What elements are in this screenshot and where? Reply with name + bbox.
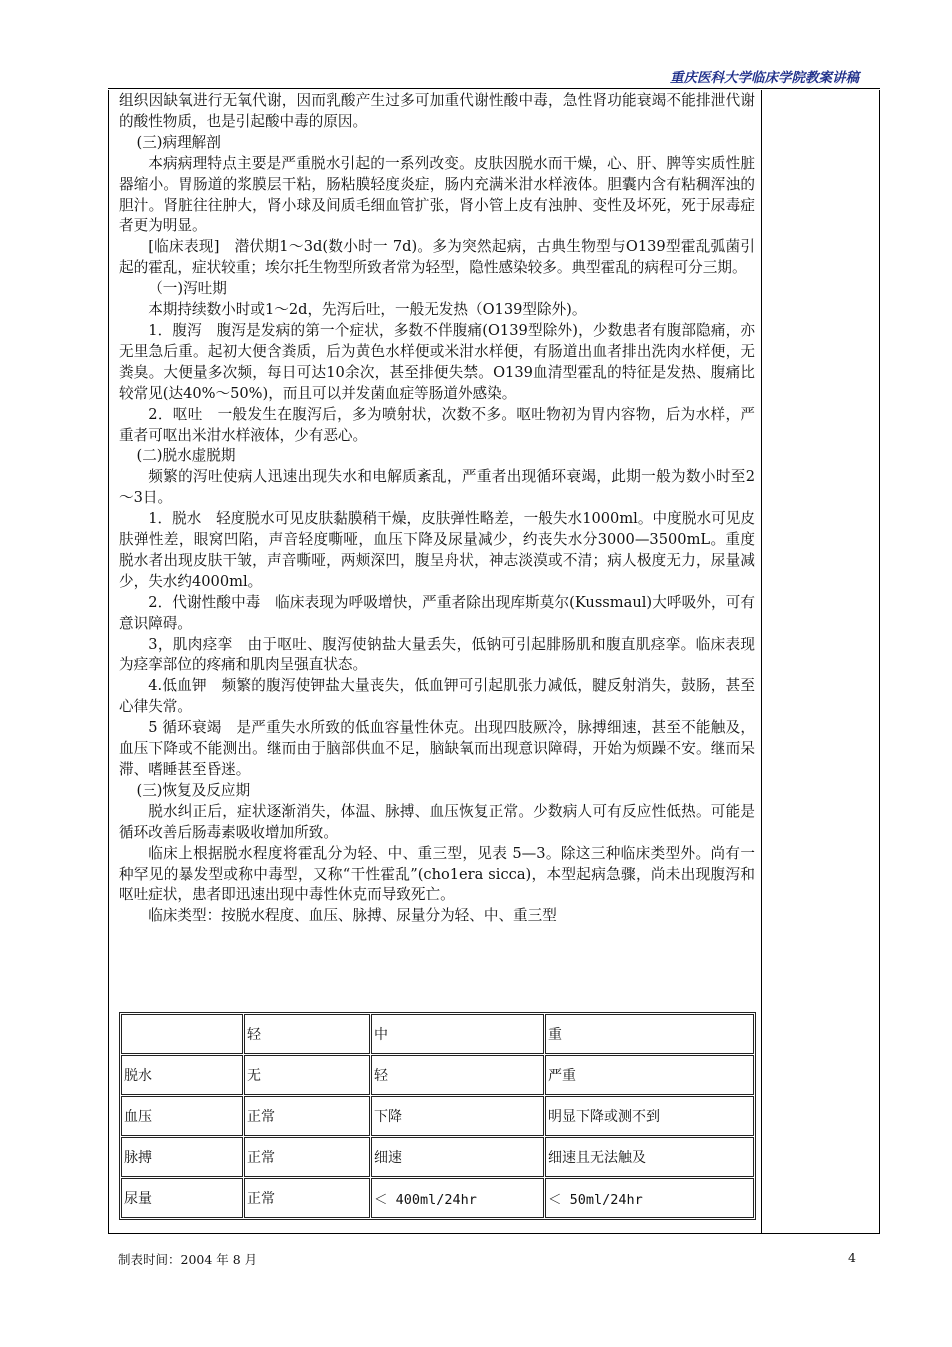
table-cell: 正常 — [244, 1178, 370, 1218]
paragraph-stage-3: 脱水纠正后，症状逐渐消失，体温、脉搏、血压恢复正常。少数病人可有反应性低热。可能是循环改善后肠毒素吸收增加所致。 — [119, 802, 755, 841]
table-header-row — [121, 1014, 754, 1054]
table-cell: 尿量 — [121, 1178, 243, 1218]
table-header-cell: 轻 — [244, 1014, 370, 1054]
table-cell: 正常 — [244, 1137, 370, 1177]
table-header-cell — [121, 1014, 243, 1054]
paragraph-vomiting: 2．呕吐 一般发生在腹泻后，多为喷射状，次数不多。呕吐物初为胃内容物，后为水样，严重者可呕出米泔水样液体，少有恶心。 — [119, 405, 755, 444]
page-number: 4 — [848, 1250, 856, 1265]
paragraph-circulatory: 5 循环衰竭 是严重失水所致的低血容量性休克。出现四肢厥冷，脉搏细速，甚至不能触及，血压下降或不能测出。继而由于脑部供血不足，脑缺氧而出现意识障碍，开始为烦躁不安。继而呆滞、嗜睡甚至昏迷。 — [119, 719, 755, 778]
paragraph-stage-2: 频繁的泻吐使病人迅速出现失水和电解质紊乱，严重者出现循环衰竭，此期一般为数小时至2～3日。 — [119, 468, 755, 507]
paragraph-diarrhea: 1．腹泻 腹泻是发病的第一个症状，多数不伴腹痛(O139型除外)，少数患者有腹部隐痛，亦无里急后重。起初大便含粪质，后为黄色水样便或米泔水样便，有肠道出血者排出洗肉水样便，无粪臭。大便量多次频，每日可达10余次，甚至排便失禁。O139血清型霍乱的特征是发热、腹痛比较常见(达40%～50%)，而且可以并发菌血症等肠道外感染。 — [119, 321, 755, 402]
clinical-type-table — [119, 1012, 756, 1220]
paragraph-table-caption: 临床类型：按脱水程度、血压、脉搏、尿量分为轻、中、重三型 — [148, 907, 557, 925]
heading-stage-2: (二)脱水虚脱期 — [136, 447, 236, 465]
paragraph-acidosis-cause: 组织因缺氧进行无氧代谢，因而乳酸产生过多可加重代谢性酸中毒，急性肾功能衰竭不能排泄代谢的酸性物质，也是引起酸中毒的原因。 — [119, 92, 755, 130]
paragraph-clinical: [临床表现] 潜伏期1～3d(数小时一 7d)。多为突然起病，古典生物型与O139型霍乱弧菌引起的霍乱，症状较重；埃尔托生物型所致者常为轻型，隐性感染较多。典型霍乱的病程可分三期。 — [119, 238, 755, 277]
table-row — [121, 1178, 754, 1218]
table-cell: 脱水 — [121, 1055, 243, 1095]
table-cell: 严重 — [545, 1055, 754, 1095]
table-header-cell: 重 — [545, 1014, 754, 1054]
paragraph-hypokalemia: 4.低血钾 频繁的腹泻使钾盐大量丧失，低血钾可引起肌张力减低，腱反射消失，鼓肠，甚至心律失常。 — [119, 677, 755, 716]
table-cell: 脉搏 — [121, 1137, 243, 1177]
table-cell: ＜ 50ml/24hr — [545, 1178, 754, 1218]
table-cell: ＜ 400ml/24hr — [371, 1178, 544, 1218]
paragraph-stage-1: 本期持续数小时或1～2d，先泻后吐，一般无发热（O139型除外)。 — [148, 301, 587, 319]
table-cell: 细速且无法触及 — [545, 1137, 754, 1177]
document-header-title: 重庆医科大学临床学院教案讲稿 — [670, 70, 859, 86]
lecture-content — [119, 91, 755, 927]
table-cell: 正常 — [244, 1096, 370, 1136]
table-header-cell: 中 — [371, 1014, 544, 1054]
table-cell: 明显下降或测不到 — [545, 1096, 754, 1136]
paragraph-dehydration: 1．脱水 轻度脱水可见皮肤黏膜稍干燥，皮肤弹性略差，一般失水1000ml。中度脱水可见皮肤弹性差，眼窝凹陷，声音轻度嘶哑，血压下降及尿量减少，约丧失水分3000—3500mL。重度脱水者出现皮肤干皱，声音嘶哑，两颊深凹，腹呈舟状，神志淡漠或不清；病人极度无力，尿量减少，失水约4000ml。 — [119, 510, 755, 590]
table-cell: 下降 — [371, 1096, 544, 1136]
paragraph-classification: 临床上根据脱水程度将霍乱分为轻、中、重三型，见表 5—3。除这三种临床类型外。尚有一种罕见的暴发型或称中毒型，又称“干性霍乱”(cho1era sicca)，本型起病急骤，尚未出现腹泻和呕吐症状，患者即迅速出现中毒性休克而导致死亡。 — [119, 844, 755, 904]
footer-date: 制表时间：2004 年 8 月 — [118, 1252, 258, 1267]
paragraph-acidosis: 2．代谢性酸中毒 临床表现为呼吸增快，严重者除出现库斯莫尔(Kussmaul)大呼吸外，可有意识障碍。 — [119, 593, 755, 632]
table-cell: 无 — [244, 1055, 370, 1095]
table-cell: 轻 — [371, 1055, 544, 1095]
heading-stage-3: (三)恢复及反应期 — [136, 781, 251, 799]
paragraph-cramps: 3，肌肉痉挛 由于呕吐、腹泻使钠盐大量丢失，低钠可引起腓肠肌和腹直肌痉挛。临床表现为痉挛部位的疼痛和肌肉呈强直状态。 — [119, 635, 755, 674]
heading-stage-1: （一)泻吐期 — [148, 280, 227, 298]
paragraph-pathology: 本病病理特点主要是严重脱水引起的一系列改变。皮肤因脱水而干燥，心、肝、脾等实质性脏器缩小。胃肠道的浆膜层干粘，肠粘膜轻度炎症，肠内充满米泔水样液体。胆囊内含有粘稠浑浊的胆汁。肾脏往往肿大，肾小球及间质毛细血管扩张，肾小管上皮有浊肿、变性及坏死，死于尿毒症者更为明显。 — [119, 154, 755, 235]
table-row — [121, 1096, 754, 1136]
heading-pathology: (三)病理解剖 — [136, 133, 221, 151]
table-cell: 细速 — [371, 1137, 544, 1177]
lecture-frame — [108, 90, 880, 1234]
table-row — [121, 1137, 754, 1177]
table-cell: 血压 — [121, 1096, 243, 1136]
table-row — [121, 1055, 754, 1095]
header-rule — [108, 88, 880, 89]
column-divider — [761, 90, 762, 1233]
